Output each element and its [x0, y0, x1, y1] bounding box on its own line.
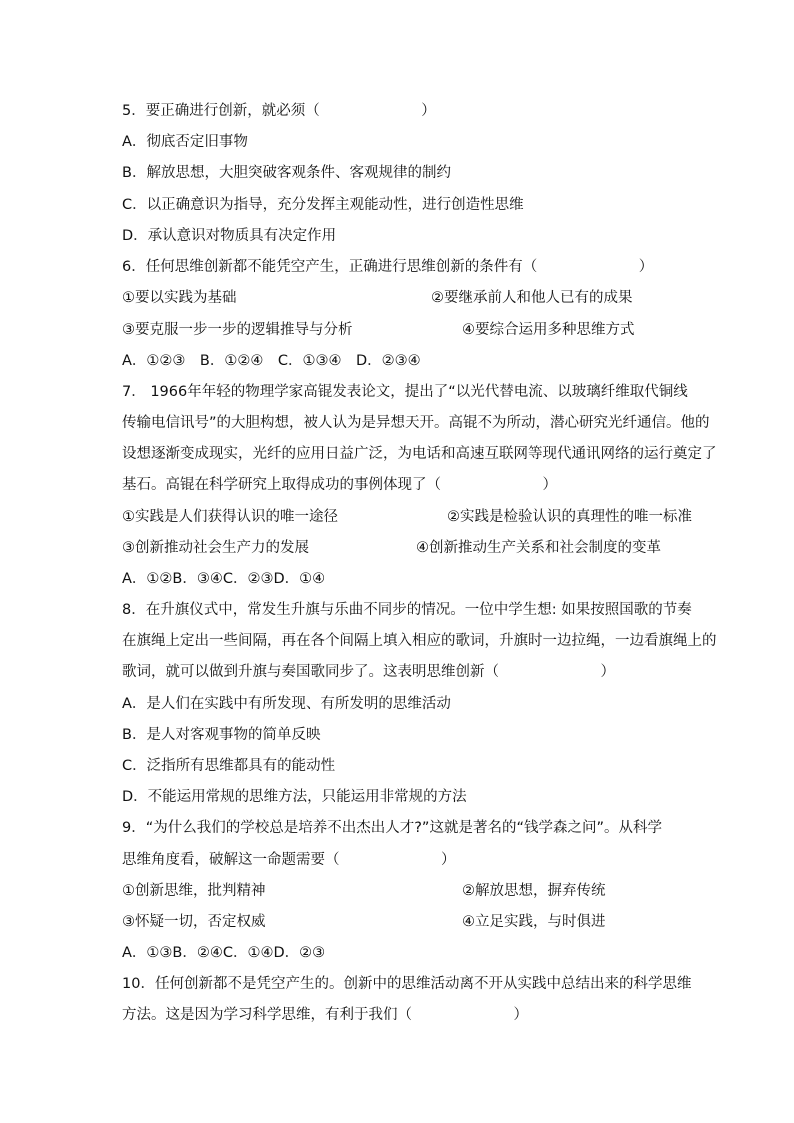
q9-stem-line-1: 9．“为什么我们的学校总是培养不出杰出人才?”这就是著名的“钱学森之问”。从科学	[122, 820, 662, 836]
q9-item-3: ③怀疑一切，否定权威	[122, 914, 266, 930]
q7-item-4: ④创新推动生产关系和社会制度的变革	[416, 540, 661, 556]
q6-item-3: ③要克服一步一步的逻辑推导与分析	[122, 322, 353, 338]
q6-item-4: ④要综合运用多种思维方式	[462, 322, 635, 338]
q8-stem-line-2: 在旗绳上定出一些间隔，再在各个间隔上填入相应的歌词，升旗时一边拉绳，一边看旗绳上的	[122, 633, 717, 649]
q6-stem: 6．任何思维创新都不能凭空产生，正确进行思维创新的条件有（ ）	[122, 259, 654, 275]
q5-option-c: C．以正确意识为指导，充分发挥主观能动性，进行创造性思维	[122, 197, 524, 213]
q8-option-b: B．是人对客观事物的简单反映	[122, 727, 321, 743]
q7-stem-line-2: 传输电信讯号”的大胆构想，被人认为是异想天开。高锟不为所动，潜心研究光纤通信。他的	[122, 415, 710, 431]
q5-option-a: A．彻底否定旧事物	[122, 134, 248, 150]
q7-item-2: ②实践是检验认识的真理性的唯一标准	[447, 509, 692, 525]
q7-stem-line-1: 7． 1966年年轻的物理学家高锟发表论文，提出了“以光代替电流、以玻璃纤维取代铜线	[122, 384, 688, 400]
q10-stem-line-2: 方法。这是因为学习科学思维，有利于我们（ ）	[122, 1007, 528, 1023]
q6-item-2: ②要继承前人和他人已有的成果	[431, 290, 633, 306]
q8-option-d: D．不能运用常规的思维方法，只能运用非常规的方法	[122, 789, 467, 805]
q10-stem-line-1: 10．任何创新都不是凭空产生的。创新中的思维活动离不开从实践中总结出来的科学思维	[122, 976, 692, 992]
q8-stem-line-3: 歌词，就可以做到升旗与奏国歌同步了。这表明思维创新（ ）	[122, 664, 615, 680]
q9-item-4: ④立足实践，与时俱进	[462, 914, 606, 930]
q8-option-a: A．是人们在实践中有所发现、有所发明的思维活动	[122, 696, 451, 712]
q5-option-b: B．解放思想，大胆突破客观条件、客观规律的制约	[122, 165, 451, 181]
q9-item-1: ①创新思维，批判精神	[122, 883, 266, 899]
q8-option-c: C．泛指所有思维都具有的能动性	[122, 758, 336, 774]
q6-answers: A．①②③ B．①②④ C．①③④ D．②③④	[122, 353, 421, 369]
q9-stem-line-2: 思维角度看，破解这一命题需要（ ）	[122, 852, 456, 868]
q8-stem-line-1: 8．在升旗仪式中，常发生升旗与乐曲不同步的情况。一位中学生想: 如果按照国歌的节奏	[122, 602, 692, 618]
q9-answers: A．①③B．②④C．①④D．②③	[122, 945, 326, 961]
q7-item-3: ③创新推动社会生产力的发展	[122, 540, 309, 556]
q5-stem: 5．要正确进行创新，就必须（ ）	[122, 103, 436, 119]
q7-stem-line-3: 设想逐渐变成现实，光纤的应用日益广泛，为电话和高速互联网等现代通讯网络的运行奠定了	[122, 446, 717, 462]
q7-item-1: ①实践是人们获得认识的唯一途径	[122, 509, 338, 525]
q7-answers: A．①②B．③④C．②③D．①④	[122, 571, 326, 587]
q5-option-d: D．承认意识对物质具有决定作用	[122, 228, 337, 244]
q9-item-2: ②解放思想，摒弃传统	[462, 883, 606, 899]
q6-item-1: ①要以实践为基础	[122, 290, 237, 306]
q7-stem-line-4: 基石。高锟在科学研究上取得成功的事例体现了（ ）	[122, 477, 557, 493]
